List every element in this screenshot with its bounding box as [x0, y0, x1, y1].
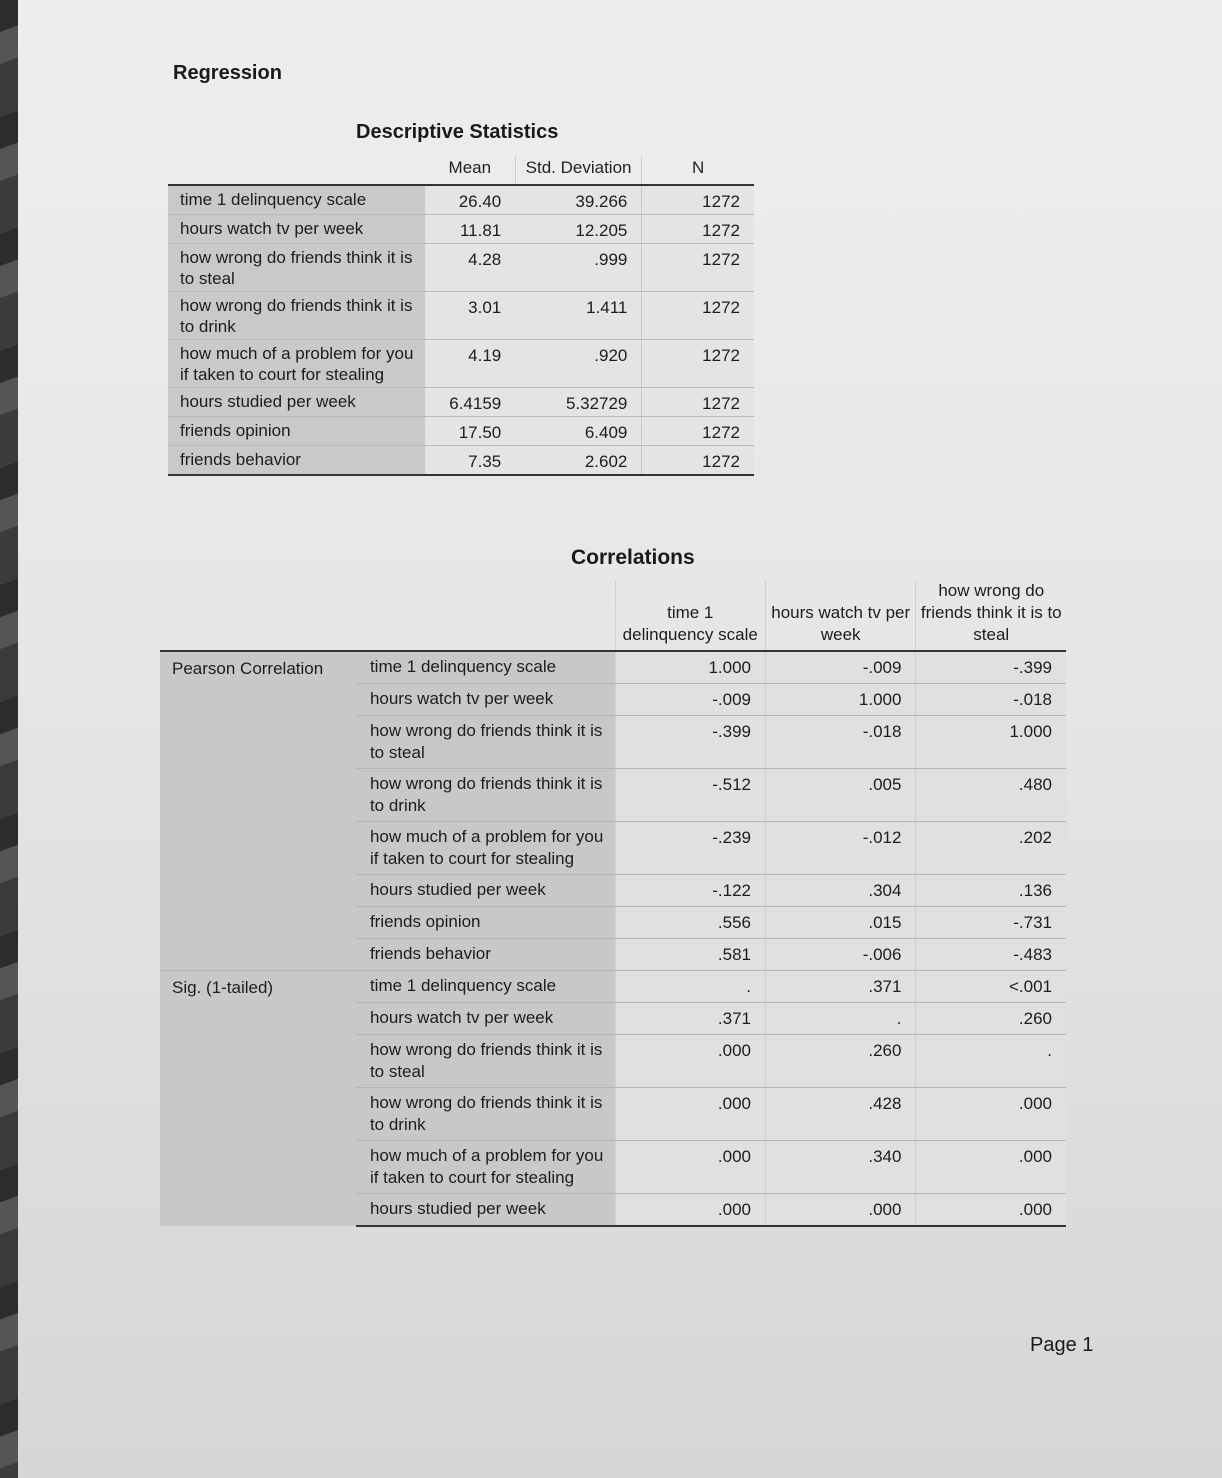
- column-header: time 1 delinquency scale: [615, 580, 765, 651]
- table-row: [168, 417, 754, 446]
- value-cell: .260: [916, 1003, 1066, 1035]
- std-deviation-cell: 12.205: [515, 215, 642, 244]
- value-cell: .581: [615, 939, 765, 971]
- value-cell: .556: [615, 907, 765, 939]
- value-cell: -.012: [765, 822, 915, 875]
- value-cell: .202: [916, 822, 1066, 875]
- value-cell: -.009: [615, 684, 765, 716]
- value-cell: .015: [765, 907, 915, 939]
- table-row: [168, 446, 754, 476]
- n-cell: 1272: [642, 446, 754, 476]
- page-number: Page 1: [1030, 1334, 1094, 1356]
- value-cell: .000: [615, 1141, 765, 1194]
- n-cell: 1272: [642, 340, 754, 388]
- header-blank: [356, 580, 615, 651]
- header-blank: [160, 580, 356, 651]
- value-cell: .371: [615, 1003, 765, 1035]
- table-row: [160, 971, 1066, 1003]
- row-label: time 1 delinquency scale: [168, 185, 425, 215]
- value-cell: .: [916, 1035, 1066, 1088]
- value-cell: .000: [916, 1194, 1066, 1227]
- row-label: hours watch tv per week: [168, 215, 425, 244]
- value-cell: -.006: [765, 939, 915, 971]
- value-cell: .428: [765, 1088, 915, 1141]
- row-label: how wrong do friends think it is to drink: [356, 769, 615, 822]
- table-header-row: [168, 156, 754, 185]
- row-label: how wrong do friends think it is to steal: [168, 244, 425, 292]
- header-blank: [168, 156, 425, 185]
- table-row: [168, 215, 754, 244]
- row-label: hours watch tv per week: [356, 684, 615, 716]
- value-cell: .480: [916, 769, 1066, 822]
- printed-page: [18, 0, 1222, 1478]
- row-label: how wrong do friends think it is to drink: [356, 1088, 615, 1141]
- background-edge: [0, 0, 18, 1478]
- n-cell: 1272: [642, 244, 754, 292]
- group-label: Pearson Correlation: [160, 651, 356, 971]
- value-cell: .000: [916, 1088, 1066, 1141]
- row-label: how much of a problem for you if taken to court for stealing: [356, 1141, 615, 1194]
- n-cell: 1272: [642, 185, 754, 215]
- value-cell: -.399: [916, 651, 1066, 684]
- std-deviation-cell: 5.32729: [515, 388, 642, 417]
- value-cell: -.239: [615, 822, 765, 875]
- row-label: how much of a problem for you if taken to court for stealing: [168, 340, 425, 388]
- row-label: time 1 delinquency scale: [356, 971, 615, 1003]
- value-cell: .340: [765, 1141, 915, 1194]
- column-header: how wrong do friends think it is to steal: [916, 580, 1066, 651]
- value-cell: -.122: [615, 875, 765, 907]
- value-cell: -.483: [916, 939, 1066, 971]
- n-cell: 1272: [642, 417, 754, 446]
- value-cell: .304: [765, 875, 915, 907]
- std-deviation-cell: 2.602: [515, 446, 642, 476]
- header-n: N: [642, 156, 754, 185]
- value-cell: .000: [916, 1141, 1066, 1194]
- row-label: friends behavior: [168, 446, 425, 476]
- value-cell: -.018: [765, 716, 915, 769]
- row-label: friends opinion: [168, 417, 425, 446]
- row-label: friends behavior: [356, 939, 615, 971]
- mean-cell: 11.81: [425, 215, 515, 244]
- mean-cell: 6.4159: [425, 388, 515, 417]
- value-cell: <.001: [916, 971, 1066, 1003]
- value-cell: .260: [765, 1035, 915, 1088]
- value-cell: -.009: [765, 651, 915, 684]
- value-cell: .136: [916, 875, 1066, 907]
- header-std-deviation: Std. Deviation: [515, 156, 642, 185]
- row-label: time 1 delinquency scale: [356, 651, 615, 684]
- value-cell: .: [615, 971, 765, 1003]
- correlations-title: Correlations: [571, 546, 695, 569]
- table-row: [168, 292, 754, 340]
- value-cell: 1.000: [765, 684, 915, 716]
- descriptive-statistics-table: [168, 156, 754, 476]
- n-cell: 1272: [642, 215, 754, 244]
- std-deviation-cell: 39.266: [515, 185, 642, 215]
- value-cell: -.399: [615, 716, 765, 769]
- std-deviation-cell: .920: [515, 340, 642, 388]
- table-header-row: [160, 580, 1066, 651]
- value-cell: .005: [765, 769, 915, 822]
- table-row: [168, 388, 754, 417]
- row-label: hours watch tv per week: [356, 1003, 615, 1035]
- section-title: Regression: [173, 62, 282, 84]
- std-deviation-cell: 6.409: [515, 417, 642, 446]
- table-row: [168, 185, 754, 215]
- value-cell: .000: [615, 1035, 765, 1088]
- value-cell: 1.000: [615, 651, 765, 684]
- value-cell: .000: [615, 1194, 765, 1227]
- row-label: how much of a problem for you if taken to court for stealing: [356, 822, 615, 875]
- descriptive-statistics-title: Descriptive Statistics: [356, 121, 559, 143]
- row-label: how wrong do friends think it is to drink: [168, 292, 425, 340]
- row-label: hours studied per week: [168, 388, 425, 417]
- value-cell: -.512: [615, 769, 765, 822]
- row-label: how wrong do friends think it is to steal: [356, 716, 615, 769]
- table-row: [160, 651, 1066, 684]
- table-row: [168, 244, 754, 292]
- n-cell: 1272: [642, 292, 754, 340]
- std-deviation-cell: 1.411: [515, 292, 642, 340]
- row-label: hours studied per week: [356, 1194, 615, 1227]
- value-cell: .371: [765, 971, 915, 1003]
- column-header: hours watch tv per week: [765, 580, 915, 651]
- mean-cell: 4.28: [425, 244, 515, 292]
- value-cell: .000: [615, 1088, 765, 1141]
- n-cell: 1272: [642, 388, 754, 417]
- group-label: Sig. (1-tailed): [160, 971, 356, 1227]
- value-cell: -.731: [916, 907, 1066, 939]
- header-mean: Mean: [425, 156, 515, 185]
- value-cell: .: [765, 1003, 915, 1035]
- row-label: hours studied per week: [356, 875, 615, 907]
- table-row: [168, 340, 754, 388]
- correlations-table: [160, 580, 1066, 1227]
- mean-cell: 7.35: [425, 446, 515, 476]
- row-label: how wrong do friends think it is to steal: [356, 1035, 615, 1088]
- mean-cell: 3.01: [425, 292, 515, 340]
- value-cell: -.018: [916, 684, 1066, 716]
- mean-cell: 17.50: [425, 417, 515, 446]
- mean-cell: 4.19: [425, 340, 515, 388]
- mean-cell: 26.40: [425, 185, 515, 215]
- value-cell: .000: [765, 1194, 915, 1227]
- row-label: friends opinion: [356, 907, 615, 939]
- value-cell: 1.000: [916, 716, 1066, 769]
- std-deviation-cell: .999: [515, 244, 642, 292]
